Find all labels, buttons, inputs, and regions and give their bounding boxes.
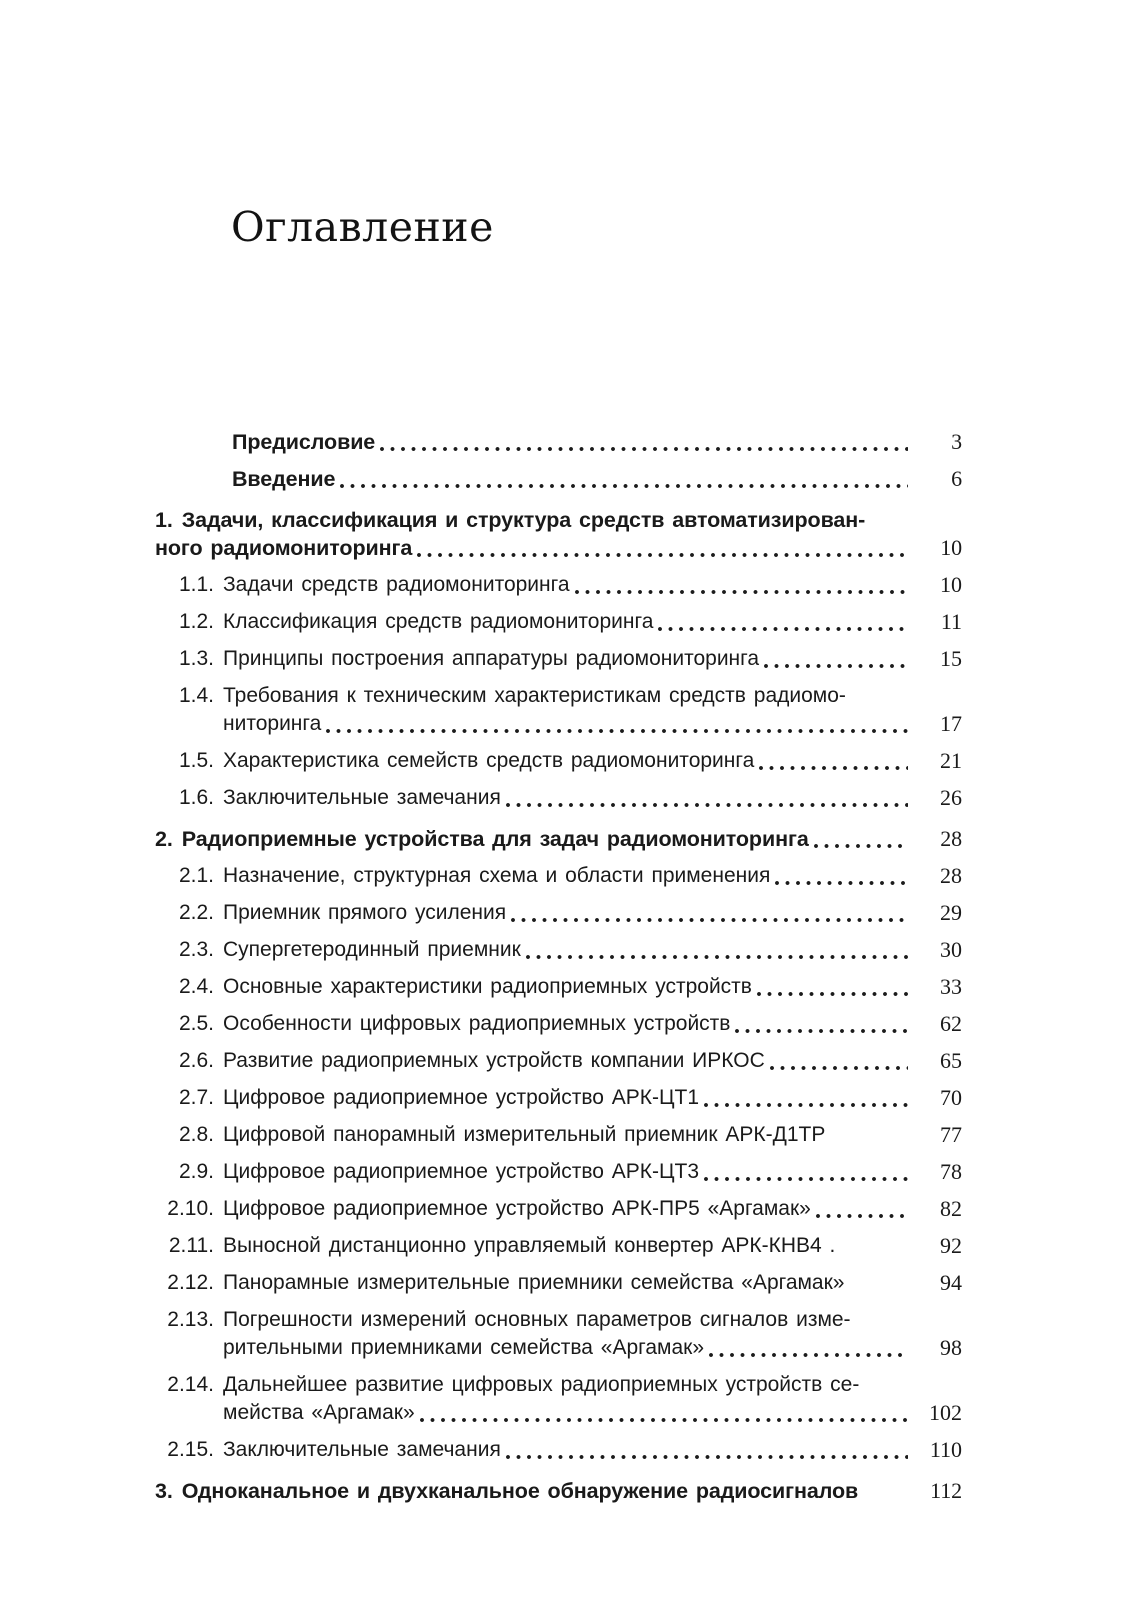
- entry-title: Задачи средств радиомониторинга: [223, 573, 570, 597]
- entry-number: 2.11.: [168, 1234, 214, 1258]
- entry-body: [223, 682, 912, 738]
- entry-body: [155, 465, 912, 493]
- dot-leader: [756, 747, 908, 775]
- entry-number: 3.: [155, 1479, 173, 1504]
- toc-entry: [155, 825, 962, 853]
- toc-entry: [155, 1269, 962, 1297]
- dot-leader: [523, 936, 908, 964]
- entry-number: 2.3.: [178, 938, 214, 962]
- page-number: 10: [940, 572, 962, 598]
- page-number: 112: [930, 1478, 962, 1504]
- entry-line: [223, 784, 912, 812]
- entry-number: 2.5.: [178, 1012, 214, 1036]
- entry-line: [223, 1269, 912, 1297]
- entry-body: [155, 825, 912, 853]
- page-number: 21: [940, 748, 962, 774]
- entry-line: [223, 608, 912, 636]
- entry-title: Особенности цифровых радиоприемных устройств: [223, 1012, 731, 1036]
- entry-number: 2.14.: [167, 1373, 214, 1397]
- entry-line: [232, 428, 912, 456]
- entry-number: 2.6.: [178, 1049, 214, 1073]
- entry-title: Заключительные замечания: [223, 1438, 501, 1462]
- entry-title: Цифровой панорамный измерительный приемник АРК-Д1ТР: [223, 1123, 826, 1147]
- entry-number: 1.6.: [178, 786, 214, 810]
- entry-title: Выносной дистанционно управляемый конвертер АРК-КНВ4 .: [223, 1234, 836, 1258]
- page-number: 17: [940, 711, 962, 737]
- toc-entry: [155, 747, 962, 775]
- dot-leader: [767, 1047, 908, 1075]
- entry-number: 1.1.: [178, 573, 214, 597]
- dot-leader: [572, 571, 908, 599]
- entry-line: [223, 1232, 912, 1260]
- page-number: 29: [940, 900, 962, 926]
- page-number: 110: [929, 1437, 962, 1463]
- entry-title: мейства «Аргамак»: [223, 1401, 415, 1425]
- entry-body: [223, 1306, 912, 1362]
- entry-number: 2.10.: [167, 1197, 214, 1221]
- page-number: 15: [940, 646, 962, 672]
- entry-body: [223, 645, 912, 673]
- dot-leader: [337, 465, 908, 493]
- dot-leader: [706, 1334, 908, 1362]
- entry-number: 2.12.: [167, 1271, 214, 1295]
- page-number: 62: [940, 1011, 962, 1037]
- entry-line: [232, 465, 912, 493]
- entry-title: Цифровое радиоприемное устройство АРК-ПР5 «Аргамак»: [223, 1197, 811, 1221]
- dot-leader: [837, 1232, 908, 1260]
- dot-leader: [655, 608, 908, 636]
- page-number: 30: [940, 937, 962, 963]
- toc-entry: [155, 784, 962, 812]
- dot-leader: [732, 1010, 908, 1038]
- dot-leader: [846, 1269, 908, 1297]
- entry-body: [223, 1269, 912, 1297]
- page-number: 65: [940, 1048, 962, 1074]
- entry-title: Супергетеродинный приемник: [223, 938, 521, 962]
- entry-body: [223, 1047, 912, 1075]
- toc-entry: [155, 1232, 962, 1260]
- toc-entry: [155, 1158, 962, 1186]
- entry-title: Классификация средств радиомониторинга: [223, 610, 654, 634]
- entry-body: [223, 784, 912, 812]
- entry-title: Дальнейшее развитие цифровых радиоприемных устройств се-: [223, 1373, 860, 1397]
- entry-line: [223, 899, 912, 927]
- page-number: 33: [940, 974, 962, 1000]
- page-number: 6: [951, 466, 962, 492]
- entry-line: [223, 1047, 912, 1075]
- toc-entry: [155, 1436, 962, 1464]
- entry-body: [155, 1477, 912, 1505]
- page-number: 82: [940, 1196, 962, 1222]
- entry-number: 2.9.: [178, 1160, 214, 1184]
- entry-body: [223, 571, 912, 599]
- page-number: 28: [940, 863, 962, 889]
- entry-number: 1.3.: [178, 647, 214, 671]
- entry-title: Одноканальное и двухканальное обнаружение радиосигналов: [181, 1479, 859, 1504]
- entry-title: Задачи, классификация и структура средств автоматизирован-: [181, 508, 866, 533]
- dot-leader: [701, 1158, 908, 1186]
- entry-body: [223, 1232, 912, 1260]
- entry-body: [223, 899, 912, 927]
- entry-line: [223, 571, 912, 599]
- entry-number: 2.: [155, 827, 173, 852]
- entry-body: [223, 1158, 912, 1186]
- dot-leader: [772, 862, 908, 890]
- entry-body: [155, 506, 912, 562]
- toc-entry: [155, 1371, 962, 1427]
- entry-title: Цифровое радиоприемное устройство АРК-ЦТ1: [223, 1086, 700, 1110]
- entry-title: Основные характеристики радиоприемных устройств: [223, 975, 752, 999]
- entry-title: Требования к техническим характеристикам средств радиомо-: [223, 684, 846, 708]
- entry-title: Заключительные замечания: [223, 786, 501, 810]
- entry-line: [223, 1306, 912, 1334]
- entry-line: [223, 936, 912, 964]
- page-number: 10: [940, 535, 962, 561]
- dot-leader: [414, 534, 908, 562]
- entry-body: [223, 747, 912, 775]
- entry-line: [155, 825, 912, 853]
- entry-body: [155, 428, 912, 456]
- entry-title: Приемник прямого усиления: [223, 901, 507, 925]
- entry-title: Погрешности измерений основных параметров сигналов изме-: [223, 1308, 851, 1332]
- toc-entry: [155, 608, 962, 636]
- dot-leader: [503, 1436, 908, 1464]
- entry-body: [223, 936, 912, 964]
- entry-line: [223, 1121, 912, 1149]
- entry-number: 2.8.: [178, 1123, 214, 1147]
- page-number: 102: [929, 1400, 962, 1426]
- entry-number: 1.2.: [178, 610, 214, 634]
- page-number: 11: [940, 609, 962, 635]
- entry-body: [223, 862, 912, 890]
- dot-leader: [417, 1399, 908, 1427]
- dot-leader: [860, 1477, 908, 1505]
- toc-entry: [155, 1477, 962, 1505]
- toc-entry: [155, 571, 962, 599]
- entry-title: Характеристика семейств средств радиомониторинга: [223, 749, 755, 773]
- toc-entry: [155, 465, 962, 493]
- page-number: 26: [940, 785, 962, 811]
- entry-number: 1.: [155, 508, 173, 533]
- toc-entry: [155, 1047, 962, 1075]
- entry-number: 2.7.: [178, 1086, 214, 1110]
- page-number: 94: [940, 1270, 962, 1296]
- entry-number: 2.15.: [167, 1438, 214, 1462]
- entry-line: [223, 1399, 912, 1427]
- toc-entry: [155, 862, 962, 890]
- toc-entry: [155, 1084, 962, 1112]
- toc-entry: [155, 1010, 962, 1038]
- entry-line: [223, 862, 912, 890]
- entry-line: [223, 1084, 912, 1112]
- dot-leader: [503, 784, 908, 812]
- entry-line: [223, 747, 912, 775]
- entry-title: Назначение, структурная схема и области применения: [223, 864, 771, 888]
- entry-title: ниторинга: [223, 712, 322, 736]
- entry-line: [223, 710, 912, 738]
- page-number: 28: [940, 826, 962, 852]
- entry-line: [223, 1010, 912, 1038]
- page-number: 77: [940, 1122, 962, 1148]
- entry-line: [223, 1195, 912, 1223]
- toc-list: [155, 428, 962, 1505]
- page-title: Оглавление: [231, 203, 494, 251]
- dot-leader: [701, 1084, 908, 1112]
- entry-title: Предисловие: [232, 430, 376, 455]
- page-number: 92: [940, 1233, 962, 1259]
- entry-body: [223, 1121, 912, 1149]
- entry-line: [223, 1334, 912, 1362]
- toc-entry: [155, 1121, 962, 1149]
- entry-number: 2.1.: [178, 864, 214, 888]
- entry-body: [223, 973, 912, 1001]
- entry-body: [223, 1371, 912, 1427]
- entry-title: Цифровое радиоприемное устройство АРК-ЦТ3: [223, 1160, 700, 1184]
- dot-leader: [323, 710, 908, 738]
- page-number: 78: [940, 1159, 962, 1185]
- toc-entry: [155, 428, 962, 456]
- entry-body: [223, 1084, 912, 1112]
- entry-line: [223, 1158, 912, 1186]
- dot-leader: [761, 645, 908, 673]
- entry-line: [223, 1436, 912, 1464]
- toc-entry: [155, 506, 962, 562]
- dot-leader: [811, 825, 908, 853]
- dot-leader: [813, 1195, 908, 1223]
- entry-number: 2.4.: [178, 975, 214, 999]
- entry-line: [223, 645, 912, 673]
- entry-line: [223, 682, 912, 710]
- entry-number: 2.13.: [167, 1308, 214, 1332]
- toc-entry: [155, 899, 962, 927]
- dot-leader: [754, 973, 908, 1001]
- entry-line: [155, 1477, 912, 1505]
- toc-entry: [155, 1306, 962, 1362]
- toc-entry: [155, 682, 962, 738]
- entry-line: [223, 973, 912, 1001]
- entry-number: 2.2.: [178, 901, 214, 925]
- entry-body: [223, 1195, 912, 1223]
- page-number: 70: [940, 1085, 962, 1111]
- dot-leader: [508, 899, 908, 927]
- toc-entry: [155, 645, 962, 673]
- entry-title: Радиоприемные устройства для задач радиомониторинга: [181, 827, 809, 852]
- dot-leader: [827, 1121, 908, 1149]
- page-number: 98: [940, 1335, 962, 1361]
- entry-line: [223, 1371, 912, 1399]
- entry-title: рительными приемниками семейства «Аргамак»: [223, 1336, 705, 1360]
- entry-title: Панорамные измерительные приемники семейства «Аргамак»: [223, 1271, 845, 1295]
- entry-title: Развитие радиоприемных устройств компании ИРКОС: [223, 1049, 765, 1073]
- dot-leader: [377, 428, 908, 456]
- entry-line: [155, 534, 912, 562]
- entry-body: [223, 1010, 912, 1038]
- entry-body: [223, 1436, 912, 1464]
- entry-title: Принципы построения аппаратуры радиомониторинга: [223, 647, 760, 671]
- toc-entry: [155, 973, 962, 1001]
- toc-entry: [155, 1195, 962, 1223]
- entry-title: ного радиомониторинга: [155, 536, 413, 561]
- entry-line: [155, 506, 912, 534]
- entry-body: [223, 608, 912, 636]
- entry-number: 1.4.: [178, 684, 214, 708]
- toc-entry: [155, 936, 962, 964]
- entry-title: Введение: [232, 467, 336, 492]
- entry-number: 1.5.: [178, 749, 214, 773]
- page-number: 3: [951, 429, 962, 455]
